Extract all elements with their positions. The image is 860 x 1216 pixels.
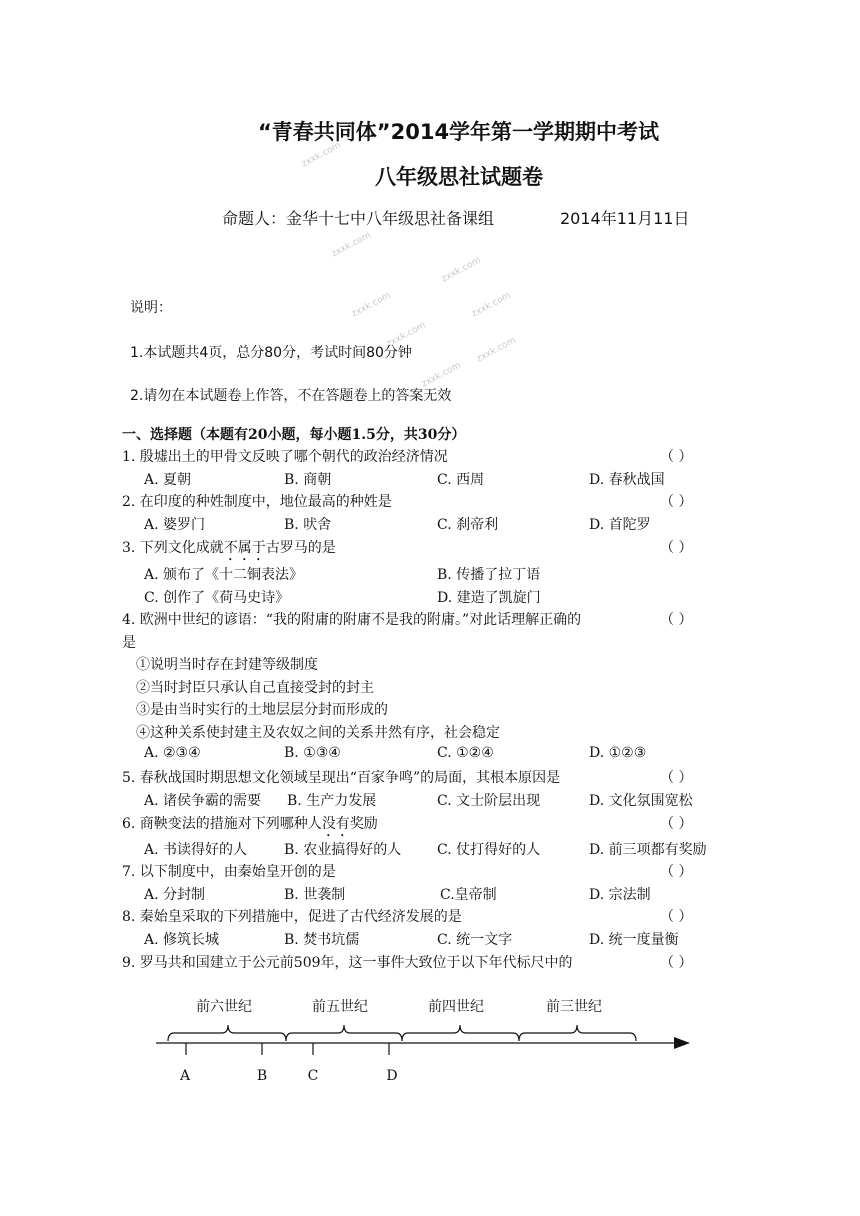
exam-subtitle: 八年级思社试题卷: [375, 165, 543, 189]
century-brace: [168, 1025, 286, 1041]
question-option: A. 修筑长城: [144, 932, 220, 948]
answer-blank: （ ）: [660, 449, 693, 465]
section-heading: 一、选择题（本题有20小题，每小题1.5分，共30分）: [122, 427, 466, 443]
stem-part: 古罗马的是: [265, 540, 336, 556]
question-stem-continued: 是: [122, 635, 136, 651]
question-option: B. ①③④: [284, 745, 341, 761]
question-option: D. 统一度量衡: [589, 932, 679, 948]
statement-item: ③是由当时实行的土地层层分封而形成的: [136, 702, 388, 718]
watermark: zxxk.com: [440, 255, 483, 285]
instruction-item: 2.请勿在本试题卷上作答，不在答题卷上的答案无效: [130, 388, 452, 404]
century-label: 前三世纪: [546, 999, 602, 1015]
question-option: D. 宗法制: [589, 887, 651, 903]
question-option: B. 商朝: [284, 472, 332, 488]
question-option: B. 传播了拉丁语: [437, 567, 541, 583]
watermark: zxxk.com: [385, 320, 428, 350]
question-option: C. 统一文字: [437, 932, 513, 948]
watermark: zxxk.com: [475, 335, 518, 365]
century-label: 前四世纪: [428, 999, 484, 1015]
answer-blank: （ ）: [660, 955, 693, 971]
question-option: C. 西周: [437, 472, 485, 488]
question-option: C. 创作了《荷马史诗》: [144, 590, 290, 606]
question-option: A. ②③④: [144, 745, 201, 761]
question-option: C. 文士阶层出现: [437, 793, 541, 809]
question-stem: 1. 殷墟出土的甲骨文反映了哪个朝代的政治经济情况: [122, 449, 448, 465]
tick-label: D: [386, 1068, 398, 1084]
statement-item: ①说明当时存在封建等级制度: [136, 657, 318, 673]
question-option: B. 焚书坑儒: [284, 932, 360, 948]
answer-blank: （ ）: [660, 816, 693, 832]
watermark: zxxk.com: [350, 290, 393, 320]
century-label: 前六世纪: [196, 999, 252, 1015]
tick-label: C: [307, 1068, 319, 1084]
question-option: A. 婆罗门: [144, 517, 206, 533]
question-option: C. ①②④: [437, 745, 494, 761]
question-option: B. 农业搞得好的人: [284, 842, 402, 858]
timeline-arrow: [674, 1037, 690, 1049]
question-option: A. 诸侯争霸的需要: [144, 793, 262, 809]
stem-part: 6. 商鞅变法的措施对下列哪种人: [122, 816, 322, 832]
question-option: D. 文化氛围宽松: [589, 793, 693, 809]
stem-part: 奖励: [349, 816, 378, 832]
question-option: B. 生产力发展: [287, 793, 377, 809]
century-label: 前五世纪: [312, 999, 368, 1015]
answer-blank: （ ）: [660, 864, 693, 880]
emphasized-text: 没有: [321, 816, 350, 832]
question-option: A. 分封制: [144, 887, 206, 903]
question-option: B. 世袭制: [284, 887, 346, 903]
question-stem: 9. 罗马共和国建立于公元前509年，这一事件大致位于以下年代标尺中的: [122, 955, 573, 971]
question-stem: 7. 以下制度中，由秦始皇开创的是: [122, 864, 336, 880]
question-option: D. 前三项都有奖励: [589, 842, 707, 858]
watermark: zxxk.com: [470, 290, 513, 320]
tick-label: A: [179, 1068, 191, 1084]
exam-title: “青春共同体”2014学年第一学期期中考试: [258, 120, 660, 144]
question-stem: 8. 秦始皇采取的下列措施中，促进了古代经济发展的是: [122, 909, 462, 925]
question-option: A. 书读得好的人: [144, 842, 248, 858]
question-option: D. 建造了凯旋门: [437, 590, 541, 606]
question-stem: 2. 在印度的种姓制度中，地位最高的种姓是: [122, 494, 392, 510]
watermark: zxxk.com: [420, 360, 463, 390]
century-brace: [519, 1025, 636, 1041]
century-brace: [402, 1025, 519, 1041]
tick-label: B: [256, 1068, 268, 1084]
question-option: A. 夏朝: [144, 472, 192, 488]
instructions-label: 说明：: [130, 300, 172, 316]
watermark: zxxk.com: [300, 140, 343, 170]
answer-blank: （ ）: [660, 494, 693, 510]
question-stem: 4. 欧洲中世纪的谚语：“我的附庸的附庸不是我的附庸。”对此话理解正确的: [122, 612, 582, 628]
question-stem: 5. 春秋战国时期思想文化领域呈现出“百家争鸣”的局面，其根本原因是: [122, 770, 561, 786]
stem-part: 3. 下列文化成就: [122, 540, 224, 556]
exam-date: 2014年11月11日: [560, 209, 690, 228]
question-option: D. 首陀罗: [589, 517, 651, 533]
statement-item: ④这种关系使封建主及农奴之间的关系井然有序，社会稳定: [136, 725, 500, 741]
statement-item: ②当时封臣只承认自己直接受封的封主: [136, 680, 374, 696]
question-option: C.皇帝制: [440, 887, 497, 903]
answer-blank: （ ）: [660, 909, 693, 925]
emphasized-text: 不属于: [223, 540, 266, 556]
watermark: zxxk.com: [330, 230, 373, 260]
answer-blank: （ ）: [660, 612, 693, 628]
exam-author: 命题人：金华十七中八年级思社备课组: [222, 209, 495, 228]
question-option: C. 刹帝利: [437, 517, 499, 533]
question-option: C. 仗打得好的人: [437, 842, 541, 858]
century-brace: [286, 1025, 402, 1041]
instruction-item: 1.本试题共4页，总分80分，考试时间80分钟: [130, 345, 412, 361]
answer-blank: （ ）: [660, 770, 693, 786]
question-option: B. 吠舍: [284, 517, 332, 533]
question-option: D. 春秋战国: [589, 472, 665, 488]
question-option: D. ①②③: [589, 745, 647, 761]
question-option: A. 颁布了《十二铜表法》: [144, 567, 304, 583]
answer-blank: （ ）: [660, 540, 693, 556]
